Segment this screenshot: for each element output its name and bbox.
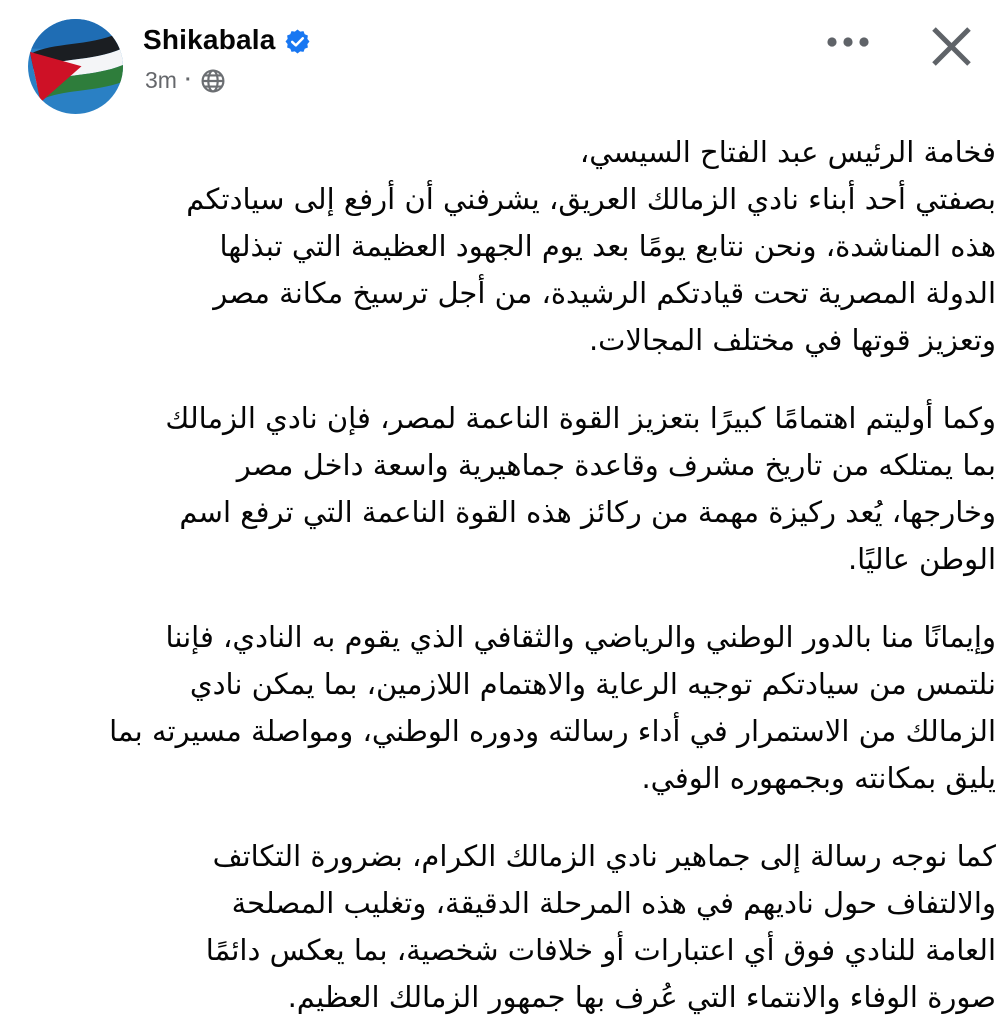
post-line: يليق بمكانته وبجمهوره الوفي. (641, 761, 996, 795)
post-paragraph (20, 129, 996, 364)
close-button[interactable] (928, 23, 975, 70)
post-line: بما يمتلكه من تاريخ مشرف وقاعدة جماهيرية واسعة داخل مصر (236, 448, 996, 482)
post-header (0, 0, 1006, 118)
post-line: الدولة المصرية تحت قيادتكم الرشيدة، من أجل ترسيخ مكانة مصر (213, 276, 996, 310)
post-paragraph (20, 395, 996, 583)
verified-badge-icon (285, 29, 310, 54)
post-line: الزمالك من الاستمرار في أداء رسالته ودوره الوطني، ومواصلة مسيرته بما (109, 714, 996, 748)
post-line: فخامة الرئيس عبد الفتاح السيسي، (579, 135, 996, 169)
three-dots-icon (826, 35, 870, 49)
post-text (0, 129, 1006, 1021)
post-line: كما نوجه رسالة إلى جماهير نادي الزمالك الكرام، بضرورة التكاتف (212, 839, 996, 873)
post-paragraph (20, 614, 996, 802)
timestamp[interactable]: 3m (145, 66, 177, 93)
meta-separator: · (184, 68, 192, 91)
globe-public-icon (200, 68, 226, 94)
post-line: والالتفاف حول ناديهم في هذه المرحلة الدقيقة، وتغليب المصلحة (231, 886, 996, 920)
profile-name[interactable]: Shikabala (143, 24, 276, 55)
post-line: نلتمس من سيادتكم توجيه الرعاية والاهتمام اللازمين، بما يمكن نادي (189, 667, 996, 701)
post-line: وإيمانًا منا بالدور الوطني والرياضي والثقافي الذي يقوم به النادي، فإننا (165, 620, 996, 654)
post-meta (145, 66, 226, 94)
palestine-flag-avatar-icon (28, 19, 123, 114)
post-line: هذه المناشدة، ونحن نتابع يومًا بعد يوم الجهود العظيمة التي تبذلها (219, 229, 996, 263)
post-line: وخارجها، يُعد ركيزة مهمة من ركائز هذه القوة الناعمة التي ترفع اسم (179, 495, 996, 529)
name-row (143, 24, 310, 56)
more-options-button[interactable] (826, 35, 870, 49)
post-line: وتعزيز قوتها في مختلف المجالات. (588, 323, 996, 357)
post-paragraph (20, 833, 996, 1021)
post-line: بصفتي أحد أبناء نادي الزمالك العريق، يشرفني أن أرفع إلى سيادتكم (186, 182, 996, 216)
close-icon (928, 23, 975, 70)
post-line: العامة للنادي فوق أي اعتبارات أو خلافات شخصية، بما يعكس دائمًا (205, 933, 996, 967)
post-line: صورة الوفاء والانتماء التي عُرف بها جمهور الزمالك العظيم. (287, 980, 996, 1014)
avatar[interactable] (28, 19, 123, 114)
post-line: الوطن عاليًا. (847, 542, 996, 576)
post-line: وكما أوليتم اهتمامًا كبيرًا بتعزيز القوة الناعمة لمصر، فإن نادي الزمالك (165, 401, 996, 435)
